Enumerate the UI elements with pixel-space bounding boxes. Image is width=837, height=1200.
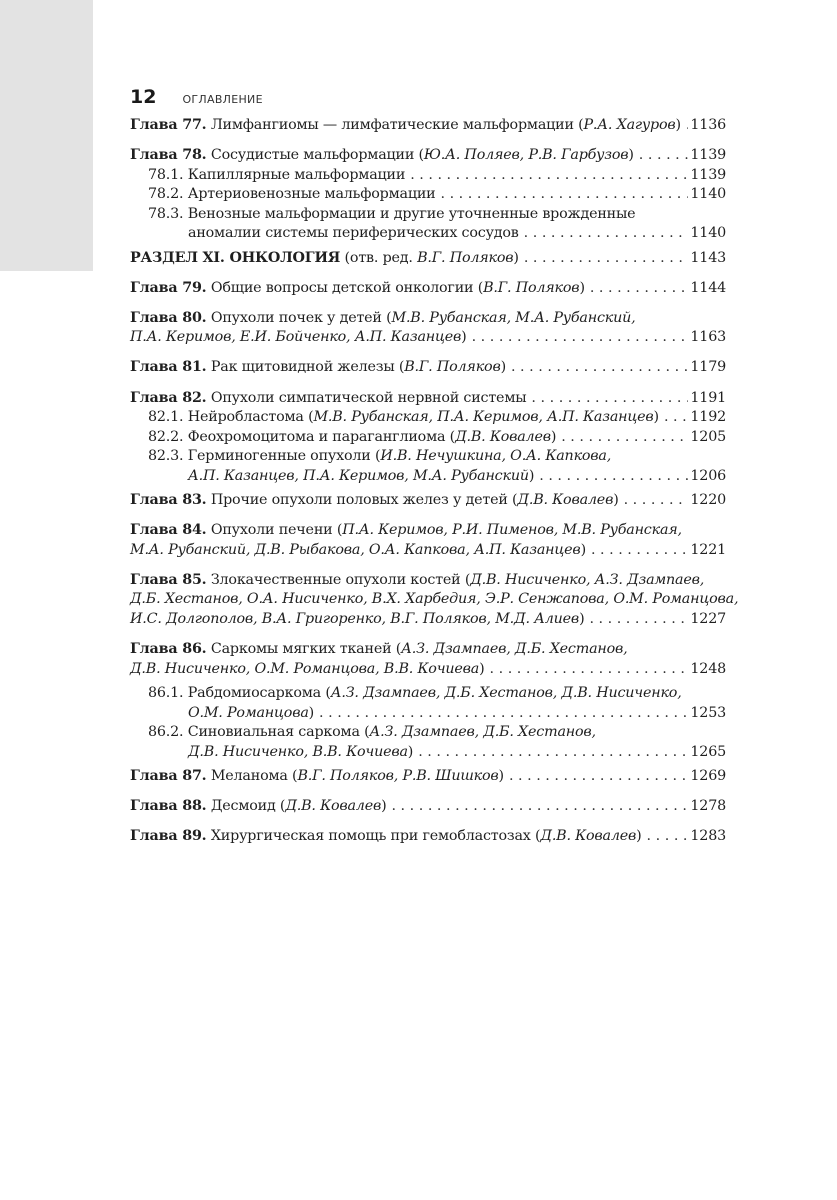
entry-authors: Д.В. Ковалев <box>517 492 614 508</box>
entry-label: Глава 80. <box>130 309 207 326</box>
entry-close: ) <box>498 768 504 785</box>
entry-title: Сосудистые мальформации ( <box>210 147 424 164</box>
entry-page: 1192 <box>690 409 726 426</box>
toc-entry-82-2[interactable] <box>148 428 726 448</box>
entry-authors: А.З. Дзампаев, Д.Б. Хестанов, <box>401 641 628 658</box>
entry-page: 1139 <box>690 147 726 164</box>
entry-page: 1220 <box>690 492 726 508</box>
entry-authors: В.Г. Поляков <box>483 279 580 296</box>
dot-leader <box>490 660 689 680</box>
entry-label: Глава 85. <box>130 571 207 588</box>
entry-authors: В.Г. Поляков, Р.В. Шишков <box>297 768 499 785</box>
entry-page: 1205 <box>690 428 726 445</box>
entry-page: 1136 <box>690 117 726 133</box>
entry-close: ) <box>308 704 315 721</box>
entry-label: Глава 84. <box>130 522 207 539</box>
entry-page: 1221 <box>690 541 726 558</box>
entry-authors: М.В. Рубанская, М.А. Рубанский, <box>391 309 636 326</box>
entry-title-cont: аномалии системы периферических сосудов <box>188 225 519 242</box>
entry-title: Хирургическая помощь при гемобластозах ( <box>210 828 541 845</box>
entry-close: ) <box>580 541 586 558</box>
toc-entry-ch82[interactable] <box>130 389 726 409</box>
entry-page: 1269 <box>690 768 726 785</box>
entry-page: 1253 <box>690 704 726 721</box>
toc-entry-ch89[interactable] <box>130 827 726 847</box>
entry-authors: И.В. Нечушкина, О.А. Капкова, <box>380 448 612 465</box>
dot-leader <box>509 767 688 787</box>
dot-leader <box>418 743 688 763</box>
toc-entry-ch86[interactable] <box>130 640 726 679</box>
entry-authors: Ю.А. Поляев, Р.В. Гарбузов <box>423 147 629 164</box>
entry-close: ) <box>613 492 619 508</box>
entry-authors: Д.В. Нисиченко, А.З. Дзампаев, <box>470 571 705 588</box>
entry-label: Глава 77. <box>130 117 207 133</box>
dot-leader <box>524 224 689 244</box>
entry-authors-cont: О.М. Романцова <box>188 704 309 721</box>
entry-label: Глава 83. <box>130 492 207 508</box>
entry-title: Рак щитовидной железы ( <box>210 359 405 376</box>
entry-close: ) <box>579 279 585 296</box>
entry-page: 1206 <box>690 467 726 484</box>
entry-page: 1265 <box>690 744 726 761</box>
entry-page: 1248 <box>690 660 726 677</box>
section-editor-prefix: (отв. ред. <box>344 249 418 266</box>
entry-title: Меланома ( <box>210 768 298 785</box>
entry-label: Глава 87. <box>130 768 207 785</box>
entry-label: Глава 88. <box>130 798 207 815</box>
entry-authors: П.А. Керимов, Р.И. Пименов, М.В. Рубанская, <box>342 522 682 539</box>
entry-authors: В.Г. Поляков <box>417 249 514 266</box>
toc-entry-ch78[interactable] <box>130 146 726 166</box>
entry-page: 1179 <box>690 359 726 376</box>
entry-page: 1163 <box>690 329 726 346</box>
entry-close: ) <box>628 147 634 164</box>
entry-title: Злокачественные опухоли костей ( <box>210 571 471 588</box>
entry-authors: А.З. Дзампаев, Д.Б. Хестанов, Д.В. Нисиченко, <box>330 685 682 702</box>
entry-title: 86.2. Синовиальная саркома ( <box>148 724 370 741</box>
dot-leader <box>391 797 688 817</box>
entry-authors: Д.В. Ковалев <box>285 798 382 815</box>
toc-entry-78-3[interactable] <box>148 205 726 244</box>
dot-leader <box>561 428 688 448</box>
dot-leader <box>624 491 689 511</box>
entry-close: ) <box>653 409 659 426</box>
side-tab-decoration <box>0 0 93 271</box>
entry-label: Глава 79. <box>130 279 207 296</box>
entry-title: Опухоли почек у детей ( <box>210 309 392 326</box>
toc-entry-ch79[interactable] <box>130 279 726 299</box>
entry-authors-cont: М.А. Рубанский, Д.В. Рыбакова, О.А. Капкова, А.П. Казанцев <box>130 541 581 558</box>
dot-leader <box>440 185 688 205</box>
entry-page: 1143 <box>690 249 726 266</box>
running-head-title: ОГЛАВЛЕНИЕ <box>182 93 263 106</box>
entry-title: 82.2. Феохромоцитома и параганглиома ( <box>148 428 456 445</box>
entry-title: 78.2. Артериовенозные мальформации <box>148 186 436 203</box>
entry-close: ) <box>381 798 387 815</box>
dot-leader <box>639 146 689 166</box>
entry-authors-cont: Д.Б. Хестанов, О.А. Нисиченко, В.Х. Харбедия, Э.Р. Сенжапова, О.М. Романцова, <box>130 591 739 608</box>
entry-label: Глава 81. <box>130 359 207 376</box>
entry-close: ) <box>479 660 485 677</box>
entry-title: Десмоид ( <box>210 798 286 815</box>
entry-page: 1283 <box>690 828 726 845</box>
entry-title: 86.1. Рабдомиосаркома ( <box>148 685 331 702</box>
entry-title: Опухоли печени ( <box>210 522 343 539</box>
toc-entry-ch81[interactable] <box>130 358 726 378</box>
dot-leader <box>589 610 688 630</box>
entry-page: 1140 <box>690 186 726 203</box>
entry-close: ) <box>528 467 535 484</box>
entry-page: 1227 <box>690 610 726 627</box>
entry-page: 1278 <box>690 798 726 815</box>
entry-authors-cont: Д.В. Нисиченко, В.В. Кочиева <box>188 744 408 761</box>
entry-title: Лимфангиомы — лимфатические мальформации ( <box>210 117 584 133</box>
toc-entry-78-2[interactable] <box>148 185 726 205</box>
toc-entry-ch88[interactable] <box>130 797 726 817</box>
dot-leader <box>686 116 689 136</box>
entry-title: Опухоли симпатической нервной системы <box>210 389 527 406</box>
entry-authors-cont: П.А. Керимов, Е.И. Бойченко, А.П. Казанцев <box>130 329 462 346</box>
entry-authors-cont: И.С. Долгополов, В.А. Григоренко, В.Г. Поляков, М.Д. Алиев <box>130 610 580 627</box>
entry-label: Глава 86. <box>130 641 207 658</box>
dot-leader <box>511 358 688 378</box>
entry-authors-cont: Д.В. Нисиченко, О.М. Романцова, В.В. Кочиева <box>130 660 480 677</box>
entry-close: ) <box>675 117 681 133</box>
entry-title: 78.3. Венозные мальформации и другие уточненные врожденные <box>148 205 636 222</box>
entry-close: ) <box>407 744 414 761</box>
toc-entry-82-1[interactable] <box>148 408 726 428</box>
dot-leader <box>531 389 688 409</box>
entry-title: 82.1. Нейробластома ( <box>148 409 314 426</box>
dot-leader <box>539 467 688 487</box>
dot-leader <box>664 408 688 428</box>
entry-title: 78.1. Капиллярные мальформации <box>148 166 406 183</box>
entry-page: 1140 <box>690 225 726 242</box>
entry-label: Глава 89. <box>130 828 207 845</box>
toc-entry-ch84[interactable] <box>130 521 726 560</box>
entry-authors: М.В. Рубанская, П.А. Керимов, А.П. Казанцев <box>313 409 654 426</box>
section-label: РАЗДЕЛ XI. ОНКОЛОГИЯ <box>130 249 341 266</box>
entry-authors: Р.А. Хагуров <box>583 117 676 133</box>
entry-authors: Д.В. Ковалев <box>455 428 551 445</box>
entry-close: ) <box>636 828 642 845</box>
entry-title: Общие вопросы детской онкологии ( <box>210 279 484 296</box>
toc-entry-82-3[interactable] <box>148 447 726 486</box>
dot-leader <box>590 279 689 299</box>
dot-leader <box>524 249 689 269</box>
toc-entry-86-2[interactable] <box>148 723 726 762</box>
entry-authors-cont: А.П. Казанцев, П.А. Керимов, М.А. Рубанский <box>188 467 529 484</box>
entry-authors: В.Г. Поляков <box>404 359 501 376</box>
entry-title: 82.3. Герминогенные опухоли ( <box>148 448 381 465</box>
toc-entry-86-1[interactable] <box>148 684 726 723</box>
entry-close: ) <box>579 610 585 627</box>
toc-entry-ch83[interactable] <box>130 491 726 511</box>
toc-entry-ch77[interactable] <box>130 116 726 136</box>
entry-page: 1139 <box>690 166 726 183</box>
entry-title: Саркомы мягких тканей ( <box>210 641 402 658</box>
table-of-contents <box>130 116 739 857</box>
dot-leader <box>591 541 688 561</box>
entry-label: Глава 82. <box>130 389 207 406</box>
entry-page: 1191 <box>690 389 726 406</box>
entry-close: ) <box>513 249 519 266</box>
toc-entry-ch80[interactable] <box>130 309 726 348</box>
running-head <box>130 86 263 110</box>
dot-leader <box>319 704 688 724</box>
entry-authors: Д.В. Ковалев <box>540 828 637 845</box>
entry-label: Глава 78. <box>130 147 207 164</box>
entry-authors: А.З. Дзампаев, Д.Б. Хестанов, <box>369 724 596 741</box>
dot-leader <box>472 328 689 348</box>
toc-entry-78-1[interactable] <box>148 166 726 186</box>
toc-section-11[interactable] <box>130 249 726 269</box>
entry-close: ) <box>500 359 506 376</box>
toc-entry-ch87[interactable] <box>130 767 726 787</box>
entry-page: 1144 <box>690 279 726 296</box>
dot-leader <box>410 166 688 186</box>
entry-close: ) <box>461 329 467 346</box>
entry-title: Прочие опухоли половых желез у детей ( <box>210 492 518 508</box>
toc-entry-ch85[interactable] <box>130 571 739 630</box>
entry-close: ) <box>550 428 557 445</box>
page-number: 12 <box>130 86 157 108</box>
dot-leader <box>647 827 689 847</box>
